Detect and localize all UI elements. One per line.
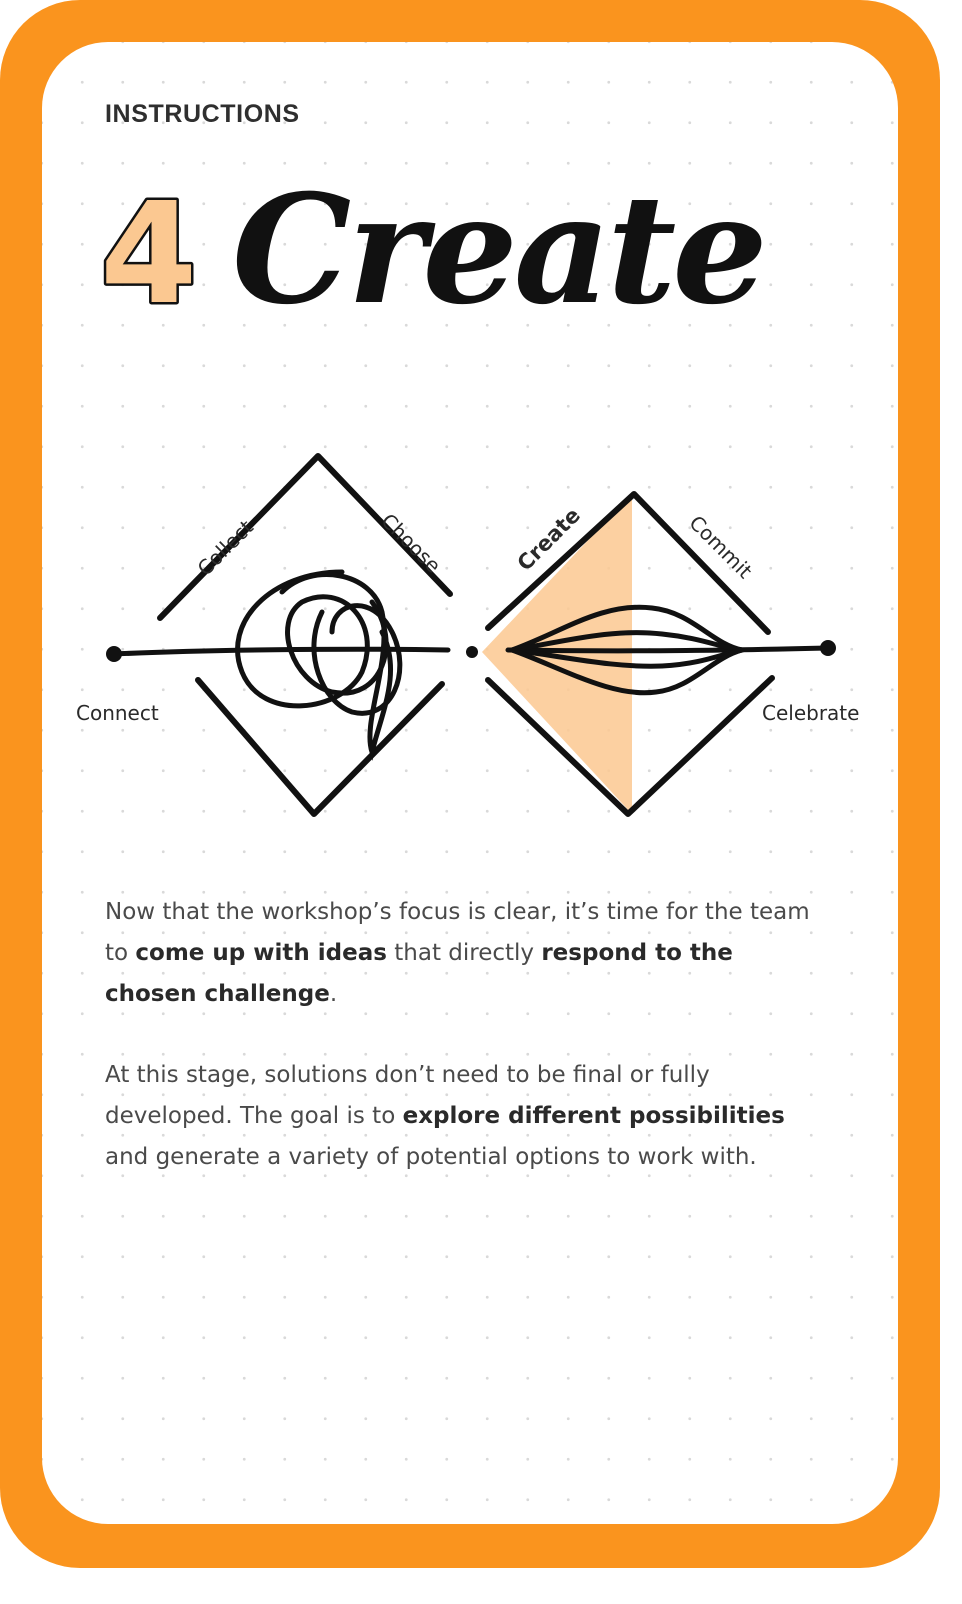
double-diamond-diagram (42, 422, 898, 842)
label-celebrate: Celebrate (762, 701, 860, 725)
left-diamond (160, 456, 450, 814)
label-collect: Collect (192, 515, 258, 581)
paragraph-2: At this stage, solutions don’t need to be final or fully developed. The goal is to explore different possibilities and generate a variety of potential options to work with. (105, 1062, 785, 1170)
scribble-icon (238, 572, 400, 752)
label-commit: Commit (684, 510, 757, 584)
step-title-text: Create (232, 162, 764, 332)
eyebrow-label: INSTRUCTIONS (105, 100, 300, 128)
label-create: Create (512, 503, 586, 576)
instruction-card (42, 42, 898, 1524)
step-title (92, 162, 852, 332)
step-number: 4 (100, 173, 198, 332)
instructions-body (105, 892, 825, 1218)
paragraph-1: Now that the workshop’s focus is clear, it’s time for the team to come up with ideas that directly respond to the chosen challenge. (105, 899, 810, 1007)
start-dot (106, 646, 122, 662)
label-choose: Choose (376, 508, 446, 578)
end-dot (820, 640, 836, 656)
middle-dot (466, 646, 478, 658)
label-connect: Connect (76, 701, 159, 725)
